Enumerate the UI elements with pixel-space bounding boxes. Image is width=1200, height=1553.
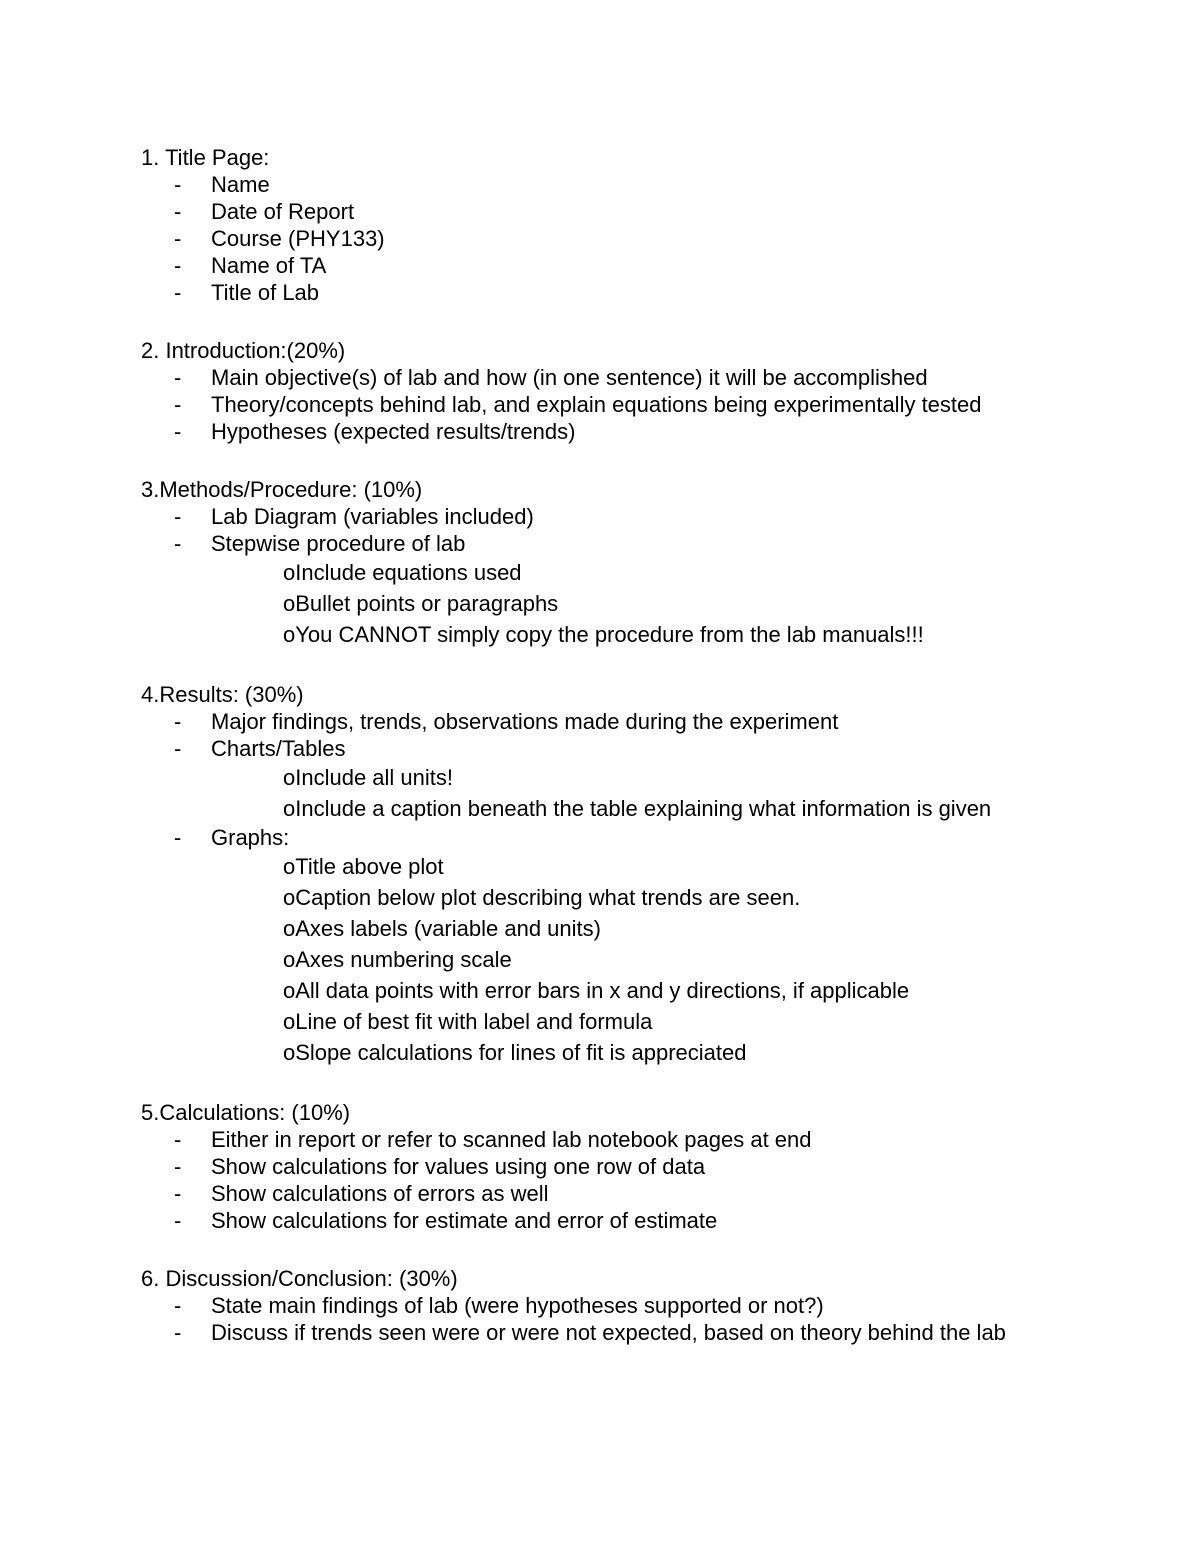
sub-list-item <box>141 1037 1141 1068</box>
list-item <box>141 1180 1141 1207</box>
list-item-text: Graphs: <box>211 825 290 850</box>
dash-marker: - <box>174 280 182 305</box>
list-item-text: Theory/concepts behind lab, and explain equations being experimentally tested <box>211 392 982 417</box>
sub-list-item-text: You CANNOT simply copy the procedure from the lab manuals!!! <box>295 622 924 647</box>
bullet-marker: o <box>283 560 296 585</box>
list-item-text: Show calculations for values using one row of data <box>211 1154 706 1179</box>
list-item <box>141 1319 1141 1346</box>
list-item-text: Either in report or refer to scanned lab notebook pages at end <box>211 1127 812 1152</box>
list-item <box>141 391 1141 418</box>
section-title: 1. Title Page: <box>141 145 270 170</box>
dash-marker: - <box>174 1208 182 1233</box>
sub-list-item-text: Bullet points or paragraphs <box>295 591 559 616</box>
list-item-text: Show calculations of errors as well <box>211 1181 549 1206</box>
dash-marker: - <box>174 1127 182 1152</box>
sub-list-item <box>141 851 1141 882</box>
dash-marker: - <box>174 1320 182 1345</box>
list-item-text: Main objective(s) of lab and how (in one sentence) it will be accomplished <box>211 365 928 390</box>
bullet-marker: o <box>283 622 296 647</box>
section-1 <box>141 144 1141 306</box>
list-item <box>141 1153 1141 1180</box>
sub-list-item-text: Caption below plot describing what trends are seen. <box>295 885 801 910</box>
list-item-text: Show calculations for estimate and error of estimate <box>211 1208 718 1233</box>
section-6 <box>141 1265 1141 1346</box>
dash-marker: - <box>174 199 182 224</box>
list-item <box>141 1126 1141 1153</box>
list-item <box>141 735 1141 762</box>
sub-list-item <box>141 557 1141 588</box>
section-title: 4.Results: (30%) <box>141 682 304 707</box>
document-body <box>141 144 1141 1377</box>
sub-list-item <box>141 975 1141 1006</box>
list-item <box>141 1207 1141 1234</box>
list-item-text: State main findings of lab (were hypotheses supported or not?) <box>211 1293 824 1318</box>
list-item <box>141 708 1141 735</box>
dash-marker: - <box>174 1154 182 1179</box>
section-3 <box>141 476 1141 650</box>
section-4 <box>141 681 1141 1068</box>
section-title: 2. Introduction:(20%) <box>141 338 346 363</box>
dash-marker: - <box>174 253 182 278</box>
bullet-marker: o <box>283 947 296 972</box>
section-title: 5.Calculations: (10%) <box>141 1100 351 1125</box>
sub-list-item-text: Title above plot <box>295 854 444 879</box>
list-item <box>141 418 1141 445</box>
section-5 <box>141 1099 1141 1234</box>
list-item <box>141 503 1141 530</box>
list-item-text: Title of Lab <box>211 280 320 305</box>
sub-list-item-text: Include a caption beneath the table explaining what information is given <box>295 796 992 821</box>
dash-marker: - <box>174 365 182 390</box>
list-item-text: Discuss if trends seen were or were not expected, based on theory behind the lab <box>211 1320 1006 1345</box>
bullet-marker: o <box>283 1009 296 1034</box>
bullet-marker: o <box>283 978 296 1003</box>
sub-list-item-text: Slope calculations for lines of fit is appreciated <box>295 1040 747 1065</box>
list-item <box>141 279 1141 306</box>
sub-list-item-text: Axes numbering scale <box>295 947 512 972</box>
sub-list-item-text: All data points with error bars in x and y directions, if applicable <box>295 978 910 1003</box>
section-title: 3.Methods/Procedure: (10%) <box>141 477 423 502</box>
bullet-marker: o <box>283 885 296 910</box>
list-item-text: Lab Diagram (variables included) <box>211 504 534 529</box>
list-item-text: Hypotheses (expected results/trends) <box>211 419 576 444</box>
list-item <box>141 1292 1141 1319</box>
bullet-marker: o <box>283 1040 296 1065</box>
list-item <box>141 530 1141 557</box>
bullet-marker: o <box>283 916 296 941</box>
dash-marker: - <box>174 392 182 417</box>
list-item <box>141 198 1141 225</box>
dash-marker: - <box>174 709 182 734</box>
bullet-marker: o <box>283 854 296 879</box>
section-2 <box>141 337 1141 445</box>
list-item-text: Course (PHY133) <box>211 226 385 251</box>
section-title: 6. Discussion/Conclusion: (30%) <box>141 1266 458 1291</box>
list-item-text: Charts/Tables <box>211 736 346 761</box>
sub-list-item <box>141 762 1141 793</box>
dash-marker: - <box>174 1181 182 1206</box>
sub-list-item <box>141 944 1141 975</box>
sub-list-item <box>141 619 1141 650</box>
list-item-text: Name <box>211 172 270 197</box>
list-item <box>141 225 1141 252</box>
dash-marker: - <box>174 1293 182 1318</box>
dash-marker: - <box>174 531 182 556</box>
sub-list-item-text: Include equations used <box>295 560 522 585</box>
dash-marker: - <box>174 736 182 761</box>
bullet-marker: o <box>283 591 296 616</box>
list-item-text: Name of TA <box>211 253 327 278</box>
bullet-marker: o <box>283 765 296 790</box>
sub-list-item <box>141 588 1141 619</box>
dash-marker: - <box>174 419 182 444</box>
dash-marker: - <box>174 825 182 850</box>
list-item-text: Stepwise procedure of lab <box>211 531 466 556</box>
sub-list-item-text: Include all units! <box>295 765 454 790</box>
list-item <box>141 252 1141 279</box>
sub-list-item <box>141 793 1141 824</box>
list-item <box>141 171 1141 198</box>
dash-marker: - <box>174 172 182 197</box>
list-item-text: Major findings, trends, observations made during the experiment <box>211 709 839 734</box>
dash-marker: - <box>174 504 182 529</box>
dash-marker: - <box>174 226 182 251</box>
sub-list-item-text: Line of best fit with label and formula <box>295 1009 653 1034</box>
list-item <box>141 364 1141 391</box>
list-item-text: Date of Report <box>211 199 355 224</box>
sub-list-item-text: Axes labels (variable and units) <box>295 916 601 941</box>
sub-list-item <box>141 882 1141 913</box>
sub-list-item <box>141 913 1141 944</box>
sub-list-item <box>141 1006 1141 1037</box>
bullet-marker: o <box>283 796 296 821</box>
list-item <box>141 824 1141 851</box>
